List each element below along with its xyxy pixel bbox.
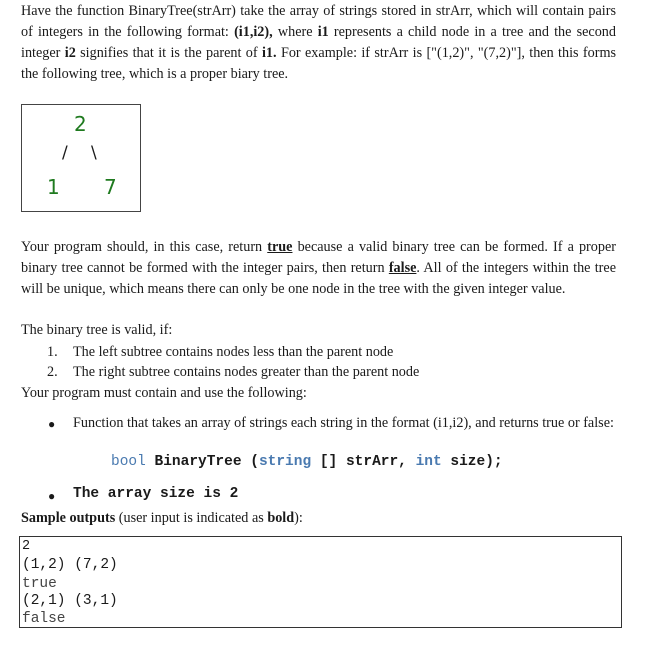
sample-line-1: 2 xyxy=(22,539,31,554)
false-keyword: false xyxy=(388,260,417,276)
sig-tail: size); xyxy=(441,454,503,470)
sample-heading xyxy=(21,508,616,529)
intro-format: (i1,i2), xyxy=(234,24,273,40)
must-heading: Your program must contain and use the following: xyxy=(21,385,307,401)
valid-heading: The binary tree is valid, if: xyxy=(21,322,173,338)
sample-heading-bold2: bold xyxy=(267,510,295,526)
rule-2-number: 2. xyxy=(47,364,58,380)
para2-text-3: . All of the integers within the tree will be unique, which means there can only be one node in the tree with the given integer value. xyxy=(21,260,616,297)
bullet-dot-2: ● xyxy=(48,489,56,503)
sig-open: ( xyxy=(250,454,259,470)
sample-output-box xyxy=(19,536,622,628)
intro-text-3: represents a child node in a tree and the second integer xyxy=(21,24,616,61)
intro-paragraph xyxy=(21,1,616,85)
intro-text-4: signifies that it is the parent of xyxy=(75,45,262,61)
sig-param-rest: [] strArr, xyxy=(319,454,416,470)
bullet-dot-1: ● xyxy=(48,417,56,431)
sample-heading-end: ): xyxy=(294,510,303,526)
function-signature xyxy=(111,454,503,470)
return-paragraph xyxy=(21,237,616,300)
sample-line-3: true xyxy=(22,576,57,592)
tree-edge-right: \ xyxy=(91,143,97,163)
tree-figure xyxy=(21,104,141,212)
sample-heading-rest: (user input is indicated as xyxy=(115,510,268,526)
sig-param-type: string xyxy=(258,454,312,470)
sig-return-type: bool xyxy=(111,454,146,470)
bullet-2-text: The array size is 2 xyxy=(73,486,239,502)
intro-i2: i2 xyxy=(64,45,76,61)
rule-1-text: The left subtree contains nodes less than the parent node xyxy=(73,344,394,360)
tree-edge-left: / xyxy=(62,143,68,163)
sig-int-type: int xyxy=(415,454,442,470)
intro-text-2: where xyxy=(272,24,318,40)
intro-i1-b: i1. xyxy=(261,45,277,61)
true-keyword: true xyxy=(267,239,293,255)
intro-text-5: For example: if strArr is ["(1,2)", "(7,2)"], then this forms the following tree, which is a proper biary tree. xyxy=(21,45,616,82)
tree-left-node: 1 xyxy=(47,175,60,199)
sample-line-2: (1,2) (7,2) xyxy=(22,557,118,573)
intro-text-1: Have the function BinaryTree(strArr) take the array of strings stored in strArr, which will contain pairs of integers in the following format: xyxy=(21,3,616,40)
bullet-1-text: Function that takes an array of strings each string in the format (i1,i2), and returns true or false: xyxy=(73,415,614,431)
sig-name: BinaryTree xyxy=(145,454,251,470)
intro-i1: i1 xyxy=(317,24,329,40)
sample-line-5: false xyxy=(22,611,66,627)
sample-line-4: (2,1) (3,1) xyxy=(22,593,118,609)
tree-right-node: 7 xyxy=(104,175,117,199)
tree-root-node: 2 xyxy=(74,112,87,136)
para2-text-2: because a valid binary tree can be formed. If a proper binary tree cannot be formed with the integer pairs, then return xyxy=(21,239,616,276)
sample-heading-bold: Sample outputs xyxy=(21,510,116,526)
para2-text-1: Your program should, in this case, return xyxy=(21,239,268,255)
rule-2-text: The right subtree contains nodes greater than the parent node xyxy=(73,364,420,380)
rule-1-number: 1. xyxy=(47,344,58,360)
